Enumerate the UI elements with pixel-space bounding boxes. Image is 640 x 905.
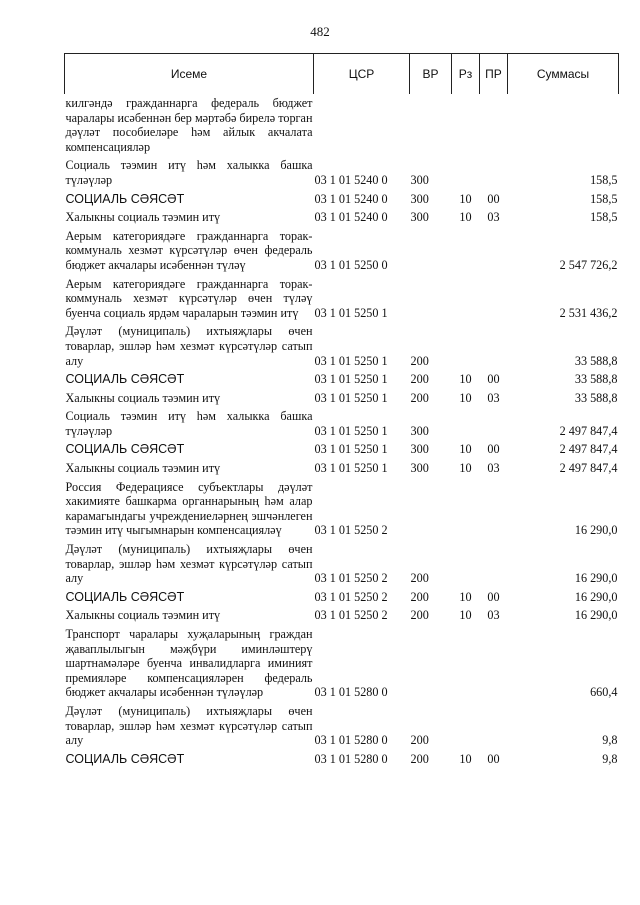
cell-csr: 03 1 01 5250 2 [314,571,388,586]
cell-rz [452,227,480,275]
cell-vr: 300 [410,191,429,206]
cell-name: Халыкны социаль тәэмин итү [65,608,221,623]
cell-rz: 10 [459,372,472,387]
cell-sum: 9,8 [602,751,618,766]
cell-csr: 03 1 01 5250 2 [314,589,388,604]
cell-pr: 03 [487,608,500,623]
cell-rz [452,322,480,370]
cell-vr: 200 [410,372,429,387]
cell-rz: 10 [459,442,472,457]
cell-vr: 300 [410,172,429,187]
table-row [65,750,619,769]
table-row [65,540,619,588]
cell-pr [480,625,508,702]
cell-sum [508,94,619,156]
cell-rz: 10 [459,390,472,405]
cell-rz [452,478,480,540]
cell-csr: 03 1 01 5250 1 [314,442,388,457]
header-csr: ЦСР [314,54,410,95]
cell-pr: 00 [487,191,500,206]
cell-sum: 16 290,0 [574,589,618,604]
cell-sum: 33 588,8 [574,353,618,368]
table-row [65,588,619,607]
cell-pr [480,227,508,275]
cell-rz: 10 [459,608,472,623]
cell-name: Халыкны социаль тәэмин итү [65,461,221,476]
cell-rz [452,156,480,189]
table-row [65,702,619,750]
cell-name: Дәүләт (муниципаль) ихтыяҗлары өчен товарлар, эшләр һәм хезмәт күрсәтүләр сатып алу [65,542,313,586]
cell-vr [410,275,452,323]
cell-rz [452,625,480,702]
table-row [65,322,619,370]
cell-vr [410,94,452,156]
table-row [65,190,619,209]
cell-rz [452,94,480,156]
cell-name: СОЦИАЛЬ СӘЯСӘТ [65,589,185,604]
cell-pr: 03 [487,210,500,225]
table-row [65,407,619,440]
cell-sum: 158,5 [590,191,618,206]
cell-pr [480,407,508,440]
cell-rz [452,540,480,588]
cell-rz: 10 [459,210,472,225]
cell-rz [452,702,480,750]
cell-csr: 03 1 01 5250 2 [314,608,388,623]
cell-rz: 10 [459,461,472,476]
table-row [65,389,619,408]
table-row [65,459,619,478]
cell-csr: 03 1 01 5250 1 [314,353,388,368]
page-number: 482 [310,24,330,39]
cell-sum: 2 497 847,4 [559,461,618,476]
cell-pr [480,156,508,189]
cell-pr: 00 [487,589,500,604]
cell-name: СОЦИАЛЬ СӘЯСӘТ [65,191,185,206]
cell-name: Россия Федерациясе субъектлары дәүләт хакимияте башкарма органнарының һәм алар карамагындагы учреждениеләрнең эшчәнлеген тәэмин итү чыгымнарын компенсацияләү [65,479,313,538]
cell-sum: 16 290,0 [574,608,618,623]
cell-rz [452,275,480,323]
cell-csr: 03 1 01 5280 0 [314,685,388,700]
cell-vr: 200 [410,353,429,368]
cell-csr: 03 1 01 5280 0 [314,751,388,766]
table-header-row [65,54,619,95]
cell-rz: 10 [459,589,472,604]
cell-name: Халыкны социаль тәэмин итү [65,210,221,225]
table-row [65,208,619,227]
cell-rz: 10 [459,191,472,206]
cell-csr: 03 1 01 5240 0 [314,210,388,225]
cell-vr: 300 [410,442,429,457]
cell-name: Аерым категориядәге гражданнарга торак-коммуналь хезмәт күрсәтүләр өчен түләү буенча социаль ярдәм чараларын тәэмин итү [65,276,313,320]
cell-pr [480,478,508,540]
cell-sum: 9,8 [602,733,618,748]
cell-csr: 03 1 01 5250 1 [314,390,388,405]
cell-sum: 660,4 [590,685,618,700]
cell-sum: 2 497 847,4 [559,442,618,457]
cell-name: Дәүләт (муниципаль) ихтыяҗлары өчен товарлар, эшләр һәм хезмәт күрсәтүләр сатып алу [65,324,313,368]
table-row [65,606,619,625]
cell-name: Социаль тәэмин итү һәм халыкка башка түләүләр [65,409,313,438]
cell-vr: 200 [410,733,429,748]
cell-pr [480,275,508,323]
cell-vr: 200 [410,608,429,623]
header-name: Исеме [65,54,314,95]
cell-sum: 2 547 726,2 [559,257,618,272]
cell-pr: 03 [487,461,500,476]
cell-vr: 300 [410,423,429,438]
cell-csr: 03 1 01 5250 1 [314,372,388,387]
cell-sum: 2 497 847,4 [559,423,618,438]
cell-vr: 200 [410,390,429,405]
table-row [65,227,619,275]
cell-csr: 03 1 01 5250 1 [314,423,388,438]
cell-name: Аерым категориядәге гражданнарга торак-коммуналь хезмәт күрсәтүләр өчен федераль бюджет акчалары исәбеннән түләү [65,228,313,272]
cell-csr: 03 1 01 5240 0 [314,172,388,187]
cell-sum: 2 531 436,2 [559,305,618,320]
table-row [65,440,619,459]
table-row [65,275,619,323]
cell-vr [410,625,452,702]
cell-rz [452,407,480,440]
table-row [65,94,619,156]
header-pr: ПР [480,54,508,95]
cell-sum: 33 588,8 [574,390,618,405]
table-row [65,156,619,189]
cell-sum: 33 588,8 [574,372,618,387]
cell-sum: 158,5 [590,172,618,187]
cell-vr: 200 [410,751,429,766]
cell-csr: 03 1 01 5250 2 [314,523,388,538]
cell-pr [480,94,508,156]
cell-csr: 03 1 01 5250 1 [314,305,388,320]
cell-name: Халыкны социаль тәэмин итү [65,390,221,405]
budget-table [64,53,619,768]
header-vr: ВР [410,54,452,95]
cell-pr [480,322,508,370]
cell-name: СОЦИАЛЬ СӘЯСӘТ [65,442,185,457]
cell-name: СОЦИАЛЬ СӘЯСӘТ [65,372,185,387]
cell-sum: 16 290,0 [574,523,618,538]
cell-csr: 03 1 01 5250 1 [314,461,388,476]
cell-pr [480,702,508,750]
cell-csr: 03 1 01 5280 0 [314,733,388,748]
cell-vr: 300 [410,461,429,476]
cell-csr: 03 1 01 5240 0 [314,191,388,206]
cell-pr: 00 [487,372,500,387]
cell-vr [410,478,452,540]
cell-name: килгәндә гражданнарга федераль бюджет чаралары исәбеннән бер мәртәбә бирелә торган дәүләт пособиеләре һәм айлык акчалата компенсацияләр [65,96,313,154]
header-rz: Рз [452,54,480,95]
cell-name: Транспорт чаралары хуҗаларының граждан җаваплылыгын мәҗбүри иминләштерү шартнамәләре буенча инвалидларга иминият премияләре компенсацияләрен федераль бюджет акчалары исәбеннән түләүләр [65,627,313,700]
cell-vr: 200 [410,571,429,586]
cell-name: Социаль тәэмин итү һәм халыкка башка түләүләр [65,158,313,187]
cell-pr: 03 [487,390,500,405]
cell-sum: 158,5 [590,210,618,225]
cell-vr [410,227,452,275]
header-sum: Суммасы [508,54,619,95]
cell-name: СОЦИАЛЬ СӘЯСӘТ [65,751,185,766]
cell-pr: 00 [487,442,500,457]
cell-sum: 16 290,0 [574,571,618,586]
cell-csr: 03 1 01 5250 0 [314,257,388,272]
table-row [65,625,619,702]
cell-pr [480,540,508,588]
cell-rz: 10 [459,751,472,766]
table-row [65,370,619,389]
cell-csr [314,94,410,156]
cell-pr: 00 [487,751,500,766]
cell-vr: 300 [410,210,429,225]
cell-vr: 200 [410,589,429,604]
table-row [65,478,619,540]
cell-name: Дәүләт (муниципаль) ихтыяҗлары өчен товарлар, эшләр һәм хезмәт күрсәтүләр сатып алу [65,703,313,748]
